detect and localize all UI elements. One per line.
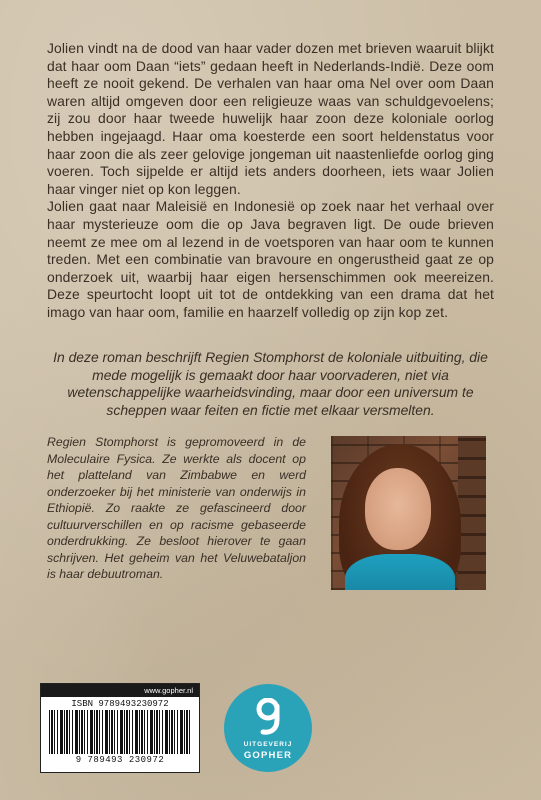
author-photo (331, 436, 486, 590)
publisher-line2: GOPHER (243, 750, 293, 761)
barcode-icon (49, 710, 191, 754)
author-face (365, 468, 431, 550)
brick-wall-edge (458, 436, 486, 590)
barcode-panel (40, 683, 200, 773)
gopher-g-icon (253, 698, 283, 736)
barcode-digits: 9 789493 230972 (75, 755, 165, 765)
italic-quote: In deze roman beschrijft Regien Stomphorst de koloniale uitbuiting, die mede mogelijk is gemaakt door haar voorvaderen, niet via wetenschappelijke waarheidsvinding, maar door een universum te scheppen waar feiten en fictie met elkaar versmelten. (53, 349, 488, 418)
isbn-label: ISBN 9789493230972 (71, 699, 169, 709)
author-shirt (345, 554, 455, 590)
publisher-url: www.gopher.nl (41, 684, 199, 697)
back-cover-blurb (47, 40, 494, 322)
author-bio: Regien Stomphorst is gepromoveerd in de Moleculaire Fysica. Ze werkte als docent op het platteland van Zimbabwe en werd onderzoeker bij het ministerie van onderwijs in Ethiopië. Zo raakte ze gefascineerd door cultuurverschillen en op racisme gebaseerde onderdrukking. Ze besloot hierover te gaan schrijven. Het geheim van het Veluwebataljon is haar debuutroman. (47, 435, 306, 581)
publisher-line1: UITGEVERIJ (243, 741, 293, 748)
blurb-text: Jolien vindt na de dood van haar vader dozen met brieven waaruit blijkt dat haar oom Daan “iets” gedaan heeft in Nederlands-Indië. Deze oom heeft ze nooit gekend. De verhalen van haar oma Nel over oom Daan waren altijd omgeven door een religieuze waas van schuldgevoelens; zij zou door haar tweede huwelijk haar zoon deze koloniale oorlog hebben ingejaagd. Haar oma koesterde een soort heldenstatus voor haar zoon die als zeer gelovige jongeman uit naastenliefde oorlog ging voeren. Toch sijpelde er altijd iets anders doorheen, iets waar Jolien haar vinger niet op kon leggen. Jolien gaat naar Maleisië en Indonesië op zoek naar het verhaal over haar mysterieuze oom die op Java begraven ligt. De oude brieven neemt ze mee om al lezend in de voetsporen van haar oom te kunnen treden. Met een combinatie van bravoure en ongerustheid gaat ze op onderzoek uit, waarbij haar eigen hersenschimmen ook meereizen. Deze speurtocht loopt uit tot de ontdekking van een drama dat het imago van haar oom, familie en haarzelf volledig op zijn kop zet. (47, 40, 494, 320)
publisher-logo (224, 684, 312, 772)
